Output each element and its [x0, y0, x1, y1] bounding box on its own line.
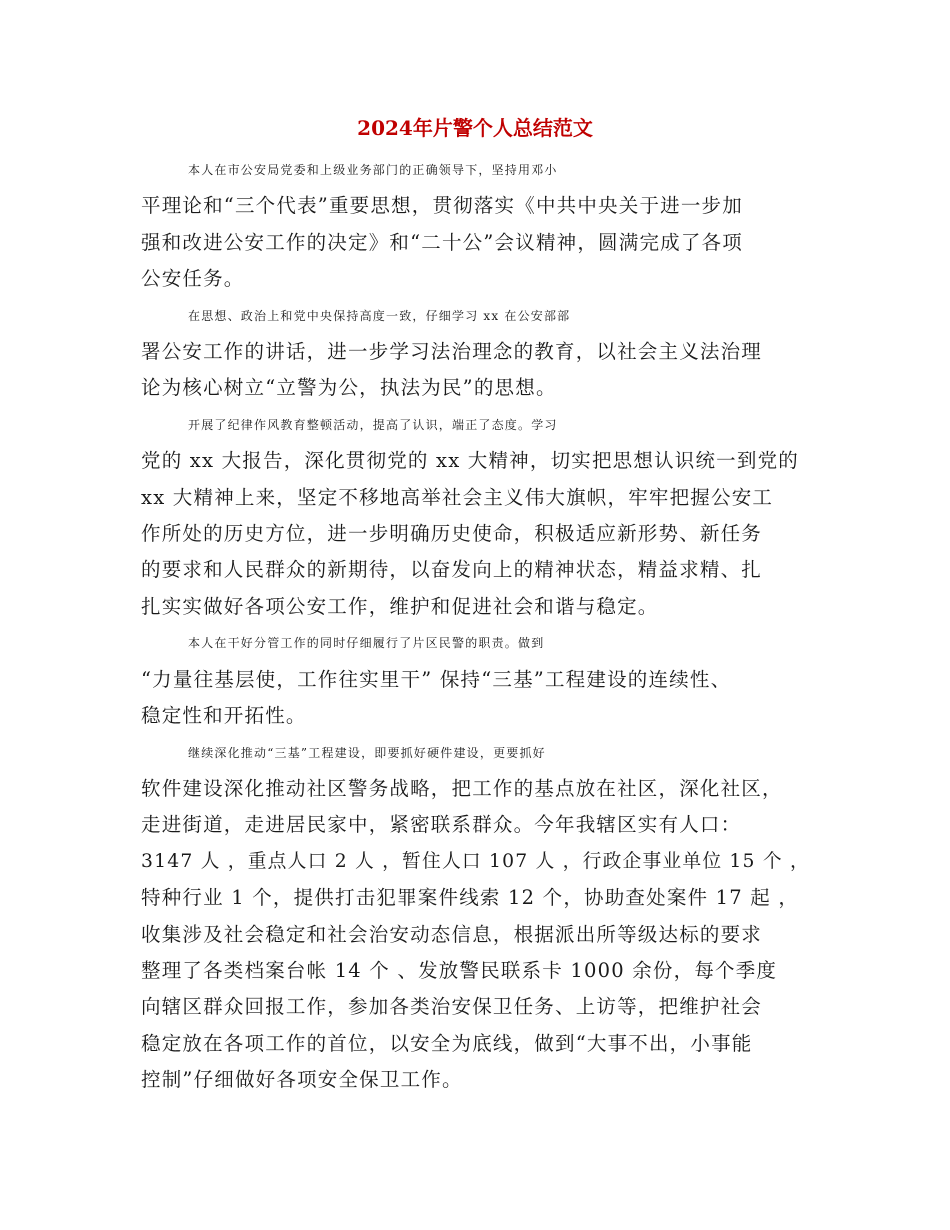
text-line: 开展了纪律作风教育整顿活动，提高了认识，端正了态度。学习: [188, 417, 558, 432]
paragraph: [141, 152, 813, 298]
text-line: 强和改进公安工作的决定》和“二十公”会议精神，圆满完成了各项: [141, 230, 743, 254]
text-line: 公安任务。: [141, 267, 245, 291]
text-line: 整理了各类档案台帐 14 个 、发放警民联系卡 1000 余份，每个季度: [141, 958, 778, 982]
text-line: 稳定放在各项工作的首位，以安全为底线，做到“大事不出，小事能: [141, 1031, 753, 1055]
paragraph: [141, 298, 813, 407]
text-line: 特种行业 1 个，提供打击犯罪案件线索 12 个，协助查处案件 17 起 ，: [141, 886, 800, 910]
document-body: [141, 152, 813, 1099]
text-line: 3147 人 ，重点人口 2 人 ，暂住人口 107 人 ，行政企事业单位 15 个 ，: [141, 850, 810, 872]
document-title: 2024年片警个人总结范文: [357, 116, 593, 140]
text-line: 作所处的历史方位，进一步明确历史使命，积极适应新形势、新任务: [141, 522, 763, 546]
text-line: 向辖区群众回报工作，参加各类治安保卫任务、上访等，把维护社会: [141, 995, 763, 1019]
text-line: 继续深化推动“三基”工程建设，即要抓好硬件建设，更要抓好: [188, 745, 546, 760]
text-line: 扎实实做好各项公安工作，维护和促进社会和谐与稳定。: [141, 594, 659, 618]
text-line: 署公安工作的讲话，进一步学习法治理念的教育，以社会主义法治理: [141, 340, 763, 364]
paragraph: [141, 625, 813, 734]
text-line: 在思想、政治上和党中央保持高度一致，仔细学习 xx 在公安部部: [188, 308, 571, 323]
text-line: 走进街道，走进居民家中，紧密联系群众。今年我辖区实有人口：: [141, 813, 742, 837]
text-line: “力量往基层使，工作往实里干” 保持“三基”工程建设的连续性、: [141, 667, 732, 691]
text-line: 党的 xx 大报告，深化贯彻党的 xx 大精神，切实把思想认识统一到党的: [141, 449, 799, 473]
text-line: 稳定性和开拓性。: [141, 704, 307, 728]
text-line: 控制”仔细做好各项安全保卫工作。: [141, 1068, 463, 1092]
text-line: xx 大精神上来，坚定不移地高举社会主义伟大旗帜，牢牢把握公安工: [141, 485, 774, 509]
text-line: 论为核心树立“立警为公，执法为民”的思想。: [141, 376, 557, 400]
text-line: 本人在市公安局党委和上级业务部门的正确领导下，坚持用邓小: [188, 163, 558, 177]
paragraph: [141, 407, 813, 625]
text-line: 收集涉及社会稳定和社会治安动态信息，根据派出所等级达标的要求: [141, 922, 763, 946]
text-line: 软件建设深化推动社区警务战略，把工作的基点放在社区，深化社区，: [141, 776, 783, 800]
text-line: 的要求和人民群众的新期待，以奋发向上的精神状态，精益求精、扎: [141, 558, 763, 582]
paragraph: [141, 735, 813, 1099]
text-line: 本人在干好分管工作的同时仔细履行了片区民警的职责。做到: [188, 636, 545, 651]
text-line: 平理论和“三个代表”重要思想，贯彻落实《中共中央关于进一步加: [141, 194, 743, 218]
